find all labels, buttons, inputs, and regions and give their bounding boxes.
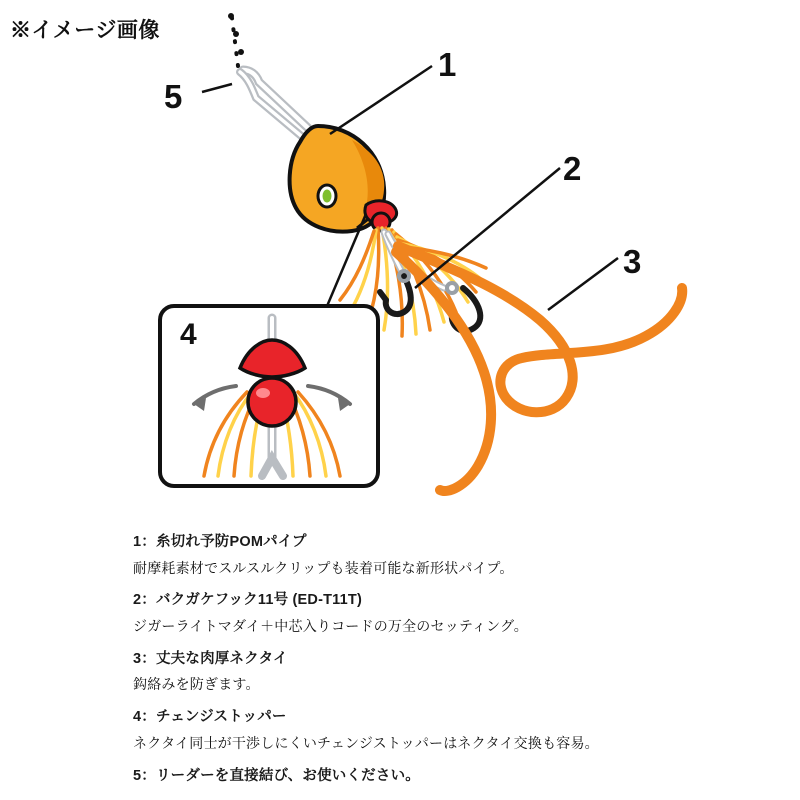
pom-pipe [240, 70, 308, 140]
legend-heading-2: 2：バクガケフック11号 (ED-T11T) [133, 592, 362, 609]
legend-body-1: 耐摩耗素材でスルスルクリップも装着可能な新形状パイプ。 [133, 559, 514, 576]
legend-body-3: 鈎絡みを防ぎます。 [133, 676, 260, 693]
callout-number-2: 2 [563, 150, 582, 187]
legend-heading-3: 3：丈夫な肉厚ネクタイ [133, 650, 288, 667]
legend-body-2: ジガーライトマダイ＋中芯入りコードの万全のセッティング。 [133, 618, 528, 635]
legend-heading-5: 5：リーダーを直接結び、お使いください。 [133, 767, 420, 784]
legend-list [133, 533, 773, 786]
callout-number-4: 4 [180, 318, 197, 351]
head-eye [318, 185, 336, 207]
legend-heading-1: 1：糸切れ予防POMパイプ [133, 534, 307, 550]
legend-body-4: ネクタイ同士が干渉しにくいチェンジストッパーはネクタイ交換も容易。 [133, 734, 599, 751]
leader-line-dotted [228, 13, 244, 66]
callout-number-5: 5 [164, 78, 183, 115]
callout-number-3: 3 [623, 243, 642, 280]
image-disclaimer-note: ※イメージ画像 [10, 19, 160, 42]
legend-heading-4: 4：チェンジストッパー [133, 709, 287, 726]
callout-number-1: 1 [438, 46, 457, 83]
